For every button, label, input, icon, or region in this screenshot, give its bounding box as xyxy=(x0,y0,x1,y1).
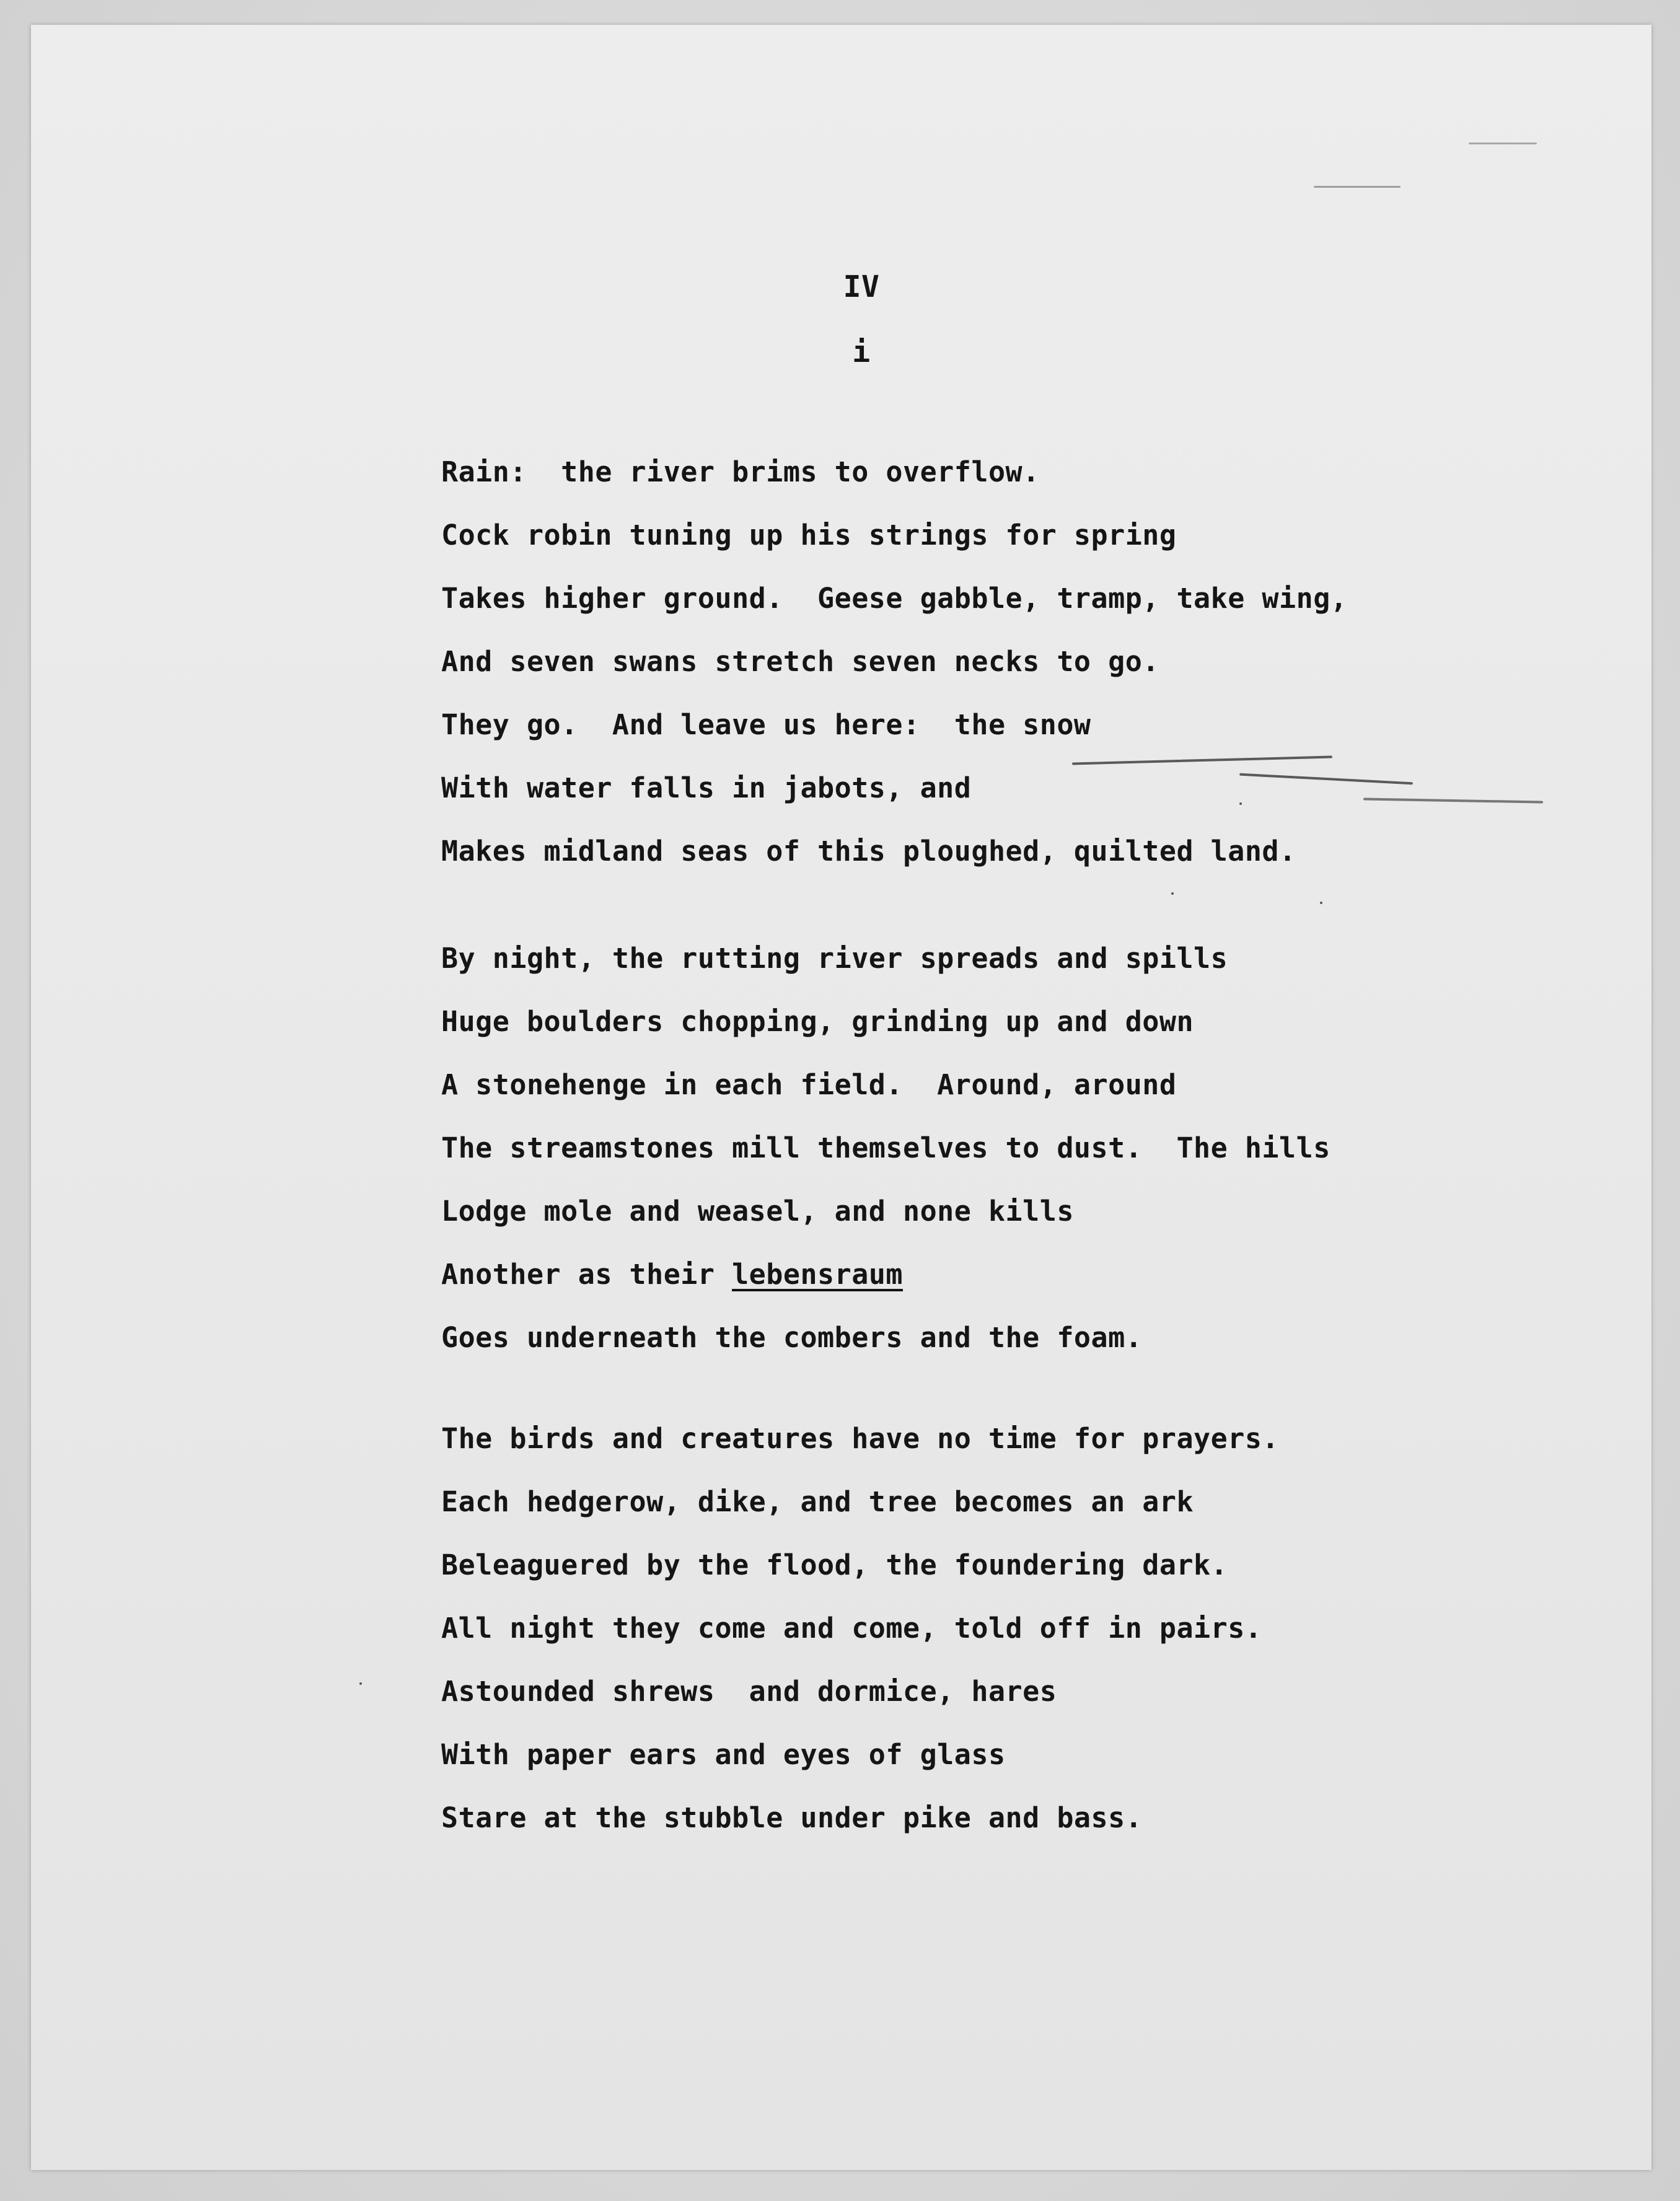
ink-smudge xyxy=(1469,143,1537,144)
section-number: IV xyxy=(843,270,880,304)
ink-smudge xyxy=(1314,186,1401,188)
poem-line: Makes midland seas of this ploughed, quilted land. xyxy=(441,835,1296,868)
poem-line-text: Another as their xyxy=(441,1258,732,1291)
poem-line: With paper ears and eyes of glass xyxy=(441,1738,1006,1771)
poem-line: And seven swans stretch seven necks to go. xyxy=(441,645,1159,678)
poem-line: The streamstones mill themselves to dust. The hills xyxy=(441,1131,1330,1164)
poem-line: Rain: the river brims to overflow. xyxy=(441,455,1040,488)
poem-line: A stonehenge in each field. Around, around xyxy=(441,1068,1177,1101)
poem-line: The birds and creatures have no time for prayers. xyxy=(441,1422,1280,1455)
poem-line: Huge boulders chopping, grinding up and down xyxy=(441,1005,1194,1038)
ink-speck xyxy=(1320,902,1322,904)
ink-smudge xyxy=(1363,797,1543,803)
ink-speck xyxy=(1171,892,1174,895)
poem-line: Goes underneath the combers and the foam. xyxy=(441,1321,1143,1354)
subsection-number: i xyxy=(852,335,871,369)
poem-line: By night, the rutting river spreads and spills xyxy=(441,942,1228,975)
ink-speck xyxy=(1239,802,1242,805)
ink-speck xyxy=(359,1682,362,1685)
ink-smudge xyxy=(1239,773,1413,785)
poem-line: Takes higher ground. Geese gabble, tramp, take wing, xyxy=(441,582,1348,615)
ink-smudge xyxy=(1072,756,1332,765)
poem-line xyxy=(441,1258,903,1291)
poem-line: Stare at the stubble under pike and bass. xyxy=(441,1801,1143,1834)
underlined-word: lebensraum xyxy=(732,1258,904,1291)
typescript-page xyxy=(31,25,1651,2170)
poem-line: Each hedgerow, dike, and tree becomes an ark xyxy=(441,1485,1194,1518)
poem-line: All night they come and come, told off in pairs. xyxy=(441,1612,1262,1645)
poem-line: Beleaguered by the flood, the foundering dark. xyxy=(441,1549,1228,1581)
poem-line: Lodge mole and weasel, and none kills xyxy=(441,1195,1074,1228)
poem-line: They go. And leave us here: the snow xyxy=(441,708,1091,741)
poem-line: Astounded shrews and dormice, hares xyxy=(441,1675,1057,1708)
poem-line: Cock robin tuning up his strings for spring xyxy=(441,519,1177,551)
poem-line: With water falls in jabots, and xyxy=(441,771,972,804)
